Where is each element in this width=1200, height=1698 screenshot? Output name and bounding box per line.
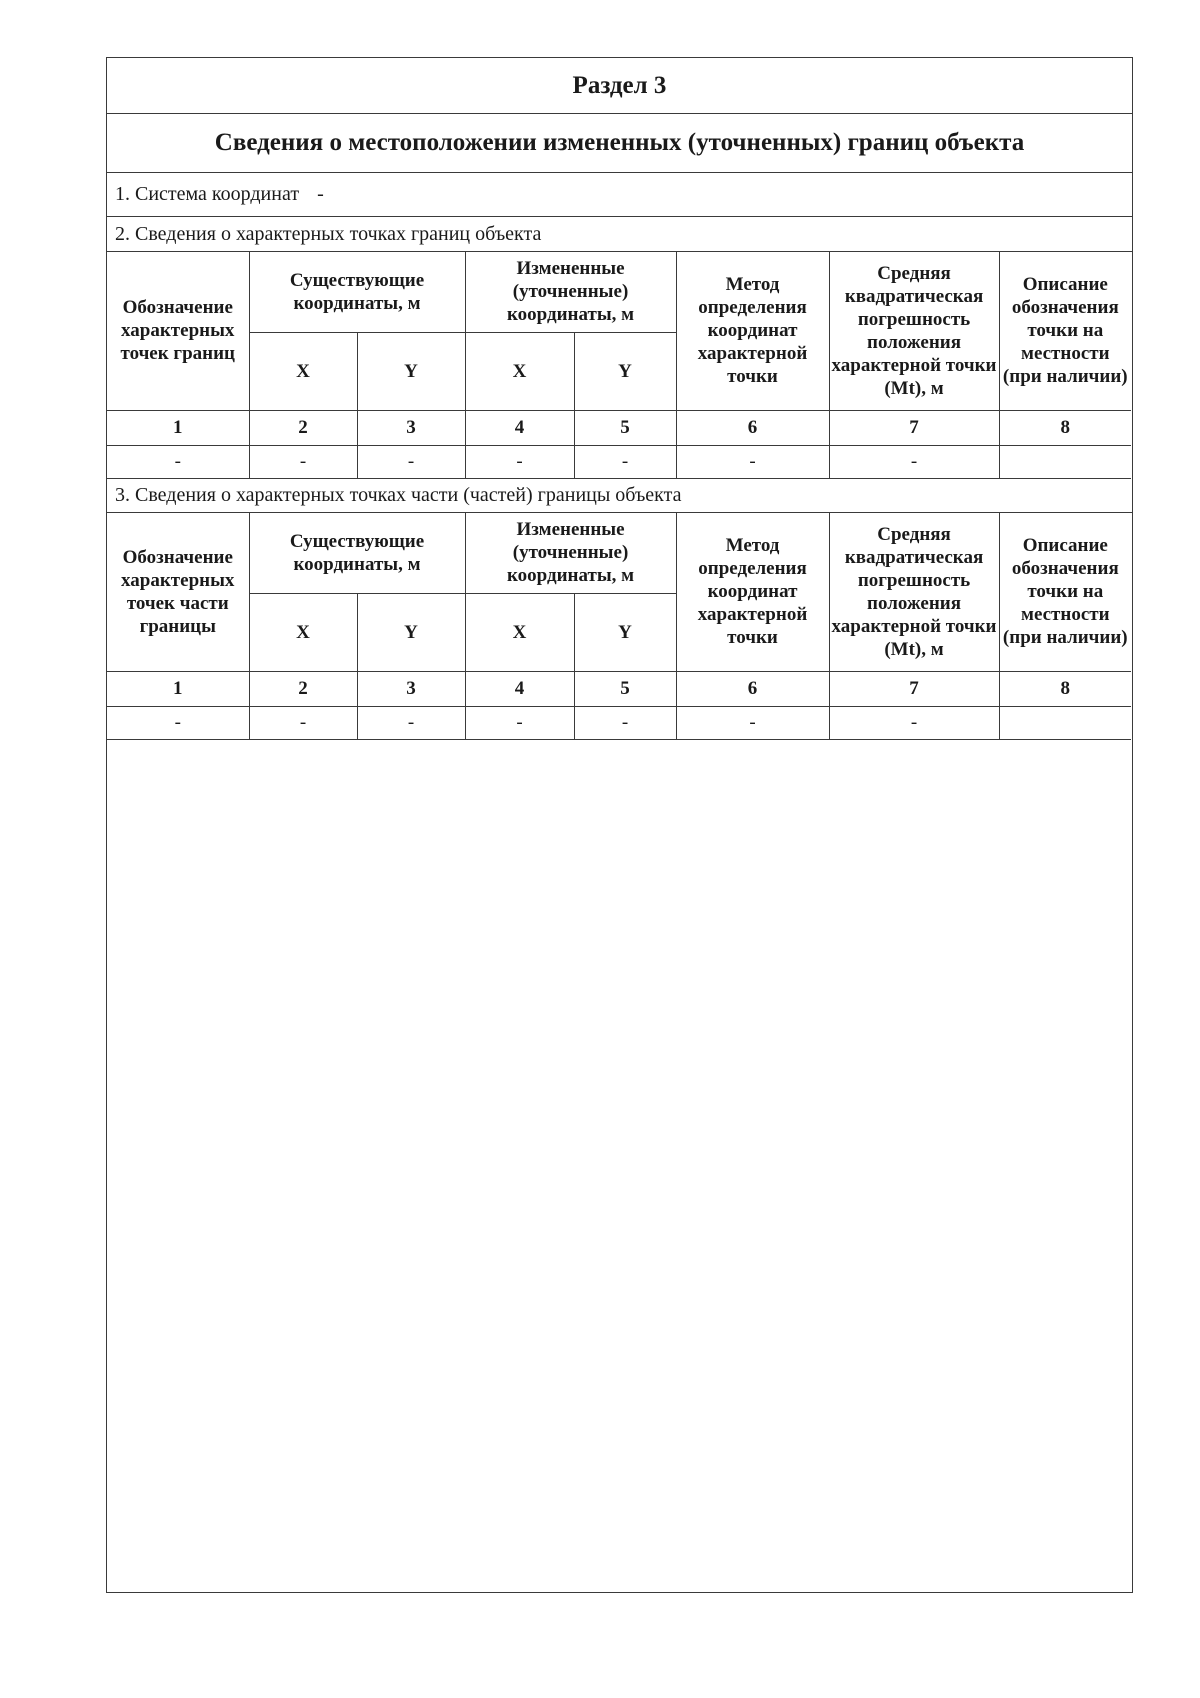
header-changed-coords: Измененные (уточненные) координаты, м	[465, 252, 676, 332]
table-cell: -	[574, 706, 676, 739]
coordinate-system-value: -	[317, 183, 324, 205]
header-existing-coords: Существующие координаты, м	[249, 513, 465, 593]
coordinate-system-line	[107, 173, 1132, 217]
column-number: 8	[999, 671, 1131, 706]
column-number: 2	[249, 410, 357, 445]
table-cell: -	[107, 706, 249, 739]
column-number-row	[107, 671, 1131, 706]
table-cell: -	[465, 445, 574, 478]
section-title: Раздел 3	[572, 72, 667, 99]
header-changed-coords: Измененные (уточненные) координаты, м	[465, 513, 676, 593]
column-number: 1	[107, 410, 249, 445]
table-cell: -	[829, 706, 999, 739]
table-cell: -	[829, 445, 999, 478]
table-cell: -	[107, 445, 249, 478]
table-cell: -	[676, 445, 829, 478]
table-cell: -	[249, 706, 357, 739]
column-number: 3	[357, 671, 465, 706]
column-number: 4	[465, 410, 574, 445]
main-title: Сведения о местоположении измененных (уточненных) границ объекта	[214, 129, 1025, 156]
item2-line	[107, 217, 1132, 252]
header-error: Средняя квадратическая погрешность положения характерной точки (Mt), м	[829, 513, 999, 671]
table-cell: -	[357, 706, 465, 739]
table-row	[107, 445, 1131, 478]
table-cell	[999, 706, 1131, 739]
table-row	[107, 706, 1131, 739]
header-error: Средняя квадратическая погрешность положения характерной точки (Mt), м	[829, 252, 999, 410]
section-heading	[107, 58, 1132, 114]
header-existing-coords: Существующие координаты, м	[249, 252, 465, 332]
header-designation: Обозначение характерных точек части границы	[107, 513, 249, 671]
main-heading	[107, 114, 1132, 173]
column-number: 2	[249, 671, 357, 706]
table-cell	[999, 445, 1131, 478]
column-number-row	[107, 410, 1131, 445]
header-changed-x: X	[465, 332, 574, 410]
coordinate-system-label: 1. Система координат	[115, 183, 300, 205]
header-description: Описание обозначения точки на местности (при наличии)	[999, 513, 1131, 671]
document-frame	[106, 57, 1133, 1593]
header-changed-y: Y	[574, 593, 676, 671]
header-existing-x: X	[249, 332, 357, 410]
item2-title: 2. Сведения о характерных точках границ объекта	[115, 222, 542, 245]
column-number: 5	[574, 671, 676, 706]
column-number: 4	[465, 671, 574, 706]
header-existing-x: X	[249, 593, 357, 671]
header-method: Метод определения координат характерной точки	[676, 513, 829, 671]
column-number: 3	[357, 410, 465, 445]
table-cell: -	[249, 445, 357, 478]
header-method: Метод определения координат характерной точки	[676, 252, 829, 410]
header-changed-y: Y	[574, 332, 676, 410]
table-cell: -	[574, 445, 676, 478]
header-existing-y: Y	[357, 332, 465, 410]
header-existing-y: Y	[357, 593, 465, 671]
header-designation: Обозначение характерных точек границ	[107, 252, 249, 410]
table-cell: -	[676, 706, 829, 739]
column-number: 8	[999, 410, 1131, 445]
table-cell: -	[465, 706, 574, 739]
table-cell: -	[357, 445, 465, 478]
column-number: 5	[574, 410, 676, 445]
column-number: 7	[829, 410, 999, 445]
part-boundary-points-table	[107, 513, 1131, 740]
column-number: 7	[829, 671, 999, 706]
item3-line	[107, 478, 1132, 513]
column-number: 6	[676, 671, 829, 706]
column-number: 6	[676, 410, 829, 445]
header-changed-x: X	[465, 593, 574, 671]
boundary-points-table	[107, 252, 1131, 479]
item3-title: 3. Сведения о характерных точках части (частей) границы объекта	[115, 483, 682, 506]
column-number: 1	[107, 671, 249, 706]
header-description: Описание обозначения точки на местности (при наличии)	[999, 252, 1131, 410]
